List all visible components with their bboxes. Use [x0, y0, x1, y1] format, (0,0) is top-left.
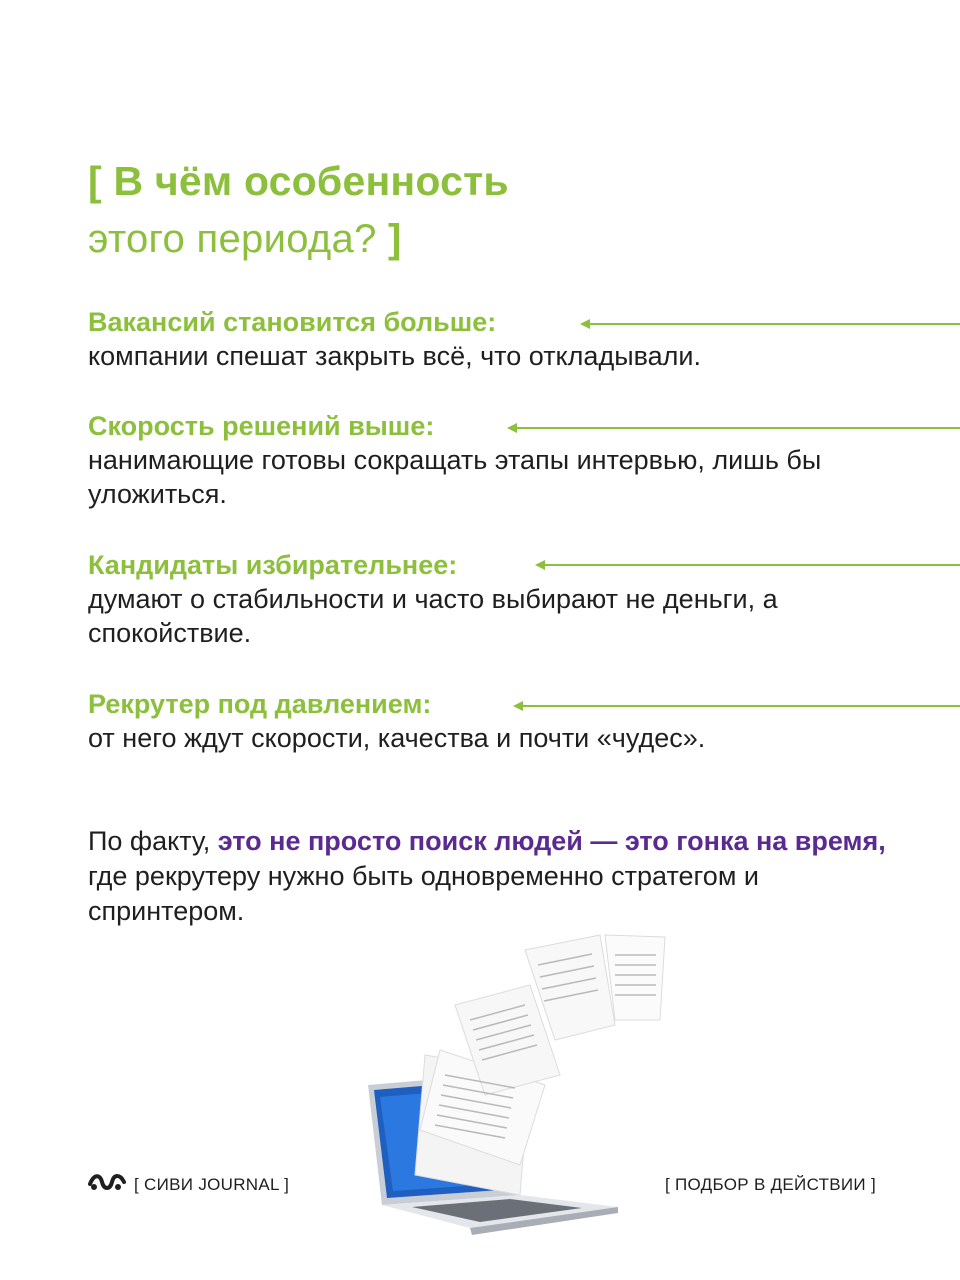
summary-suffix: где рекрутеру нужно быть одновременно стратегом и спринтером.	[88, 861, 759, 926]
feature-description: думают о стабильности и часто выбирают не деньги, а спокойствие.	[88, 584, 778, 648]
feature-item-recruiter	[88, 687, 948, 755]
title-bracket-close: ]	[388, 217, 402, 261]
sivi-logo-icon	[88, 1172, 126, 1197]
summary-paragraph	[88, 824, 888, 929]
feature-description: от него ждут скорости, качества и почти «чудес».	[88, 723, 706, 753]
laptop-documents-illustration	[360, 925, 680, 1245]
feature-heading: Кандидаты избирательнее:	[88, 550, 458, 580]
feature-heading: Скорость решений выше:	[88, 411, 435, 441]
feature-item-vacancies	[88, 305, 948, 373]
footer-right-label: [ ПОДБОР В ДЕЙСТВИИ ]	[664, 1175, 876, 1194]
arrow-left-icon	[507, 421, 960, 435]
footer-brand	[88, 1172, 289, 1197]
feature-description: компании спешат закрыть всё, что откладывали.	[88, 341, 701, 371]
title-line-1: В чём особенность	[113, 158, 509, 204]
feature-description: нанимающие готовы сокращать этапы интервью, лишь бы уложиться.	[88, 445, 822, 509]
title-line-2: этого периода?	[88, 217, 377, 261]
footer-left-label: [ СИВИ JOURNAL ]	[134, 1174, 290, 1194]
summary-highlight: это не просто поиск людей — это гонка на время,	[217, 826, 886, 856]
page-title	[88, 152, 509, 268]
arrow-left-icon	[580, 317, 960, 331]
feature-heading: Рекрутер под давлением:	[88, 689, 432, 719]
arrow-left-icon	[535, 558, 960, 572]
arrow-left-icon	[513, 699, 960, 713]
feature-heading: Вакансий становится больше:	[88, 307, 497, 337]
summary-prefix: По факту,	[88, 826, 218, 856]
title-bracket-open: [	[88, 158, 102, 204]
